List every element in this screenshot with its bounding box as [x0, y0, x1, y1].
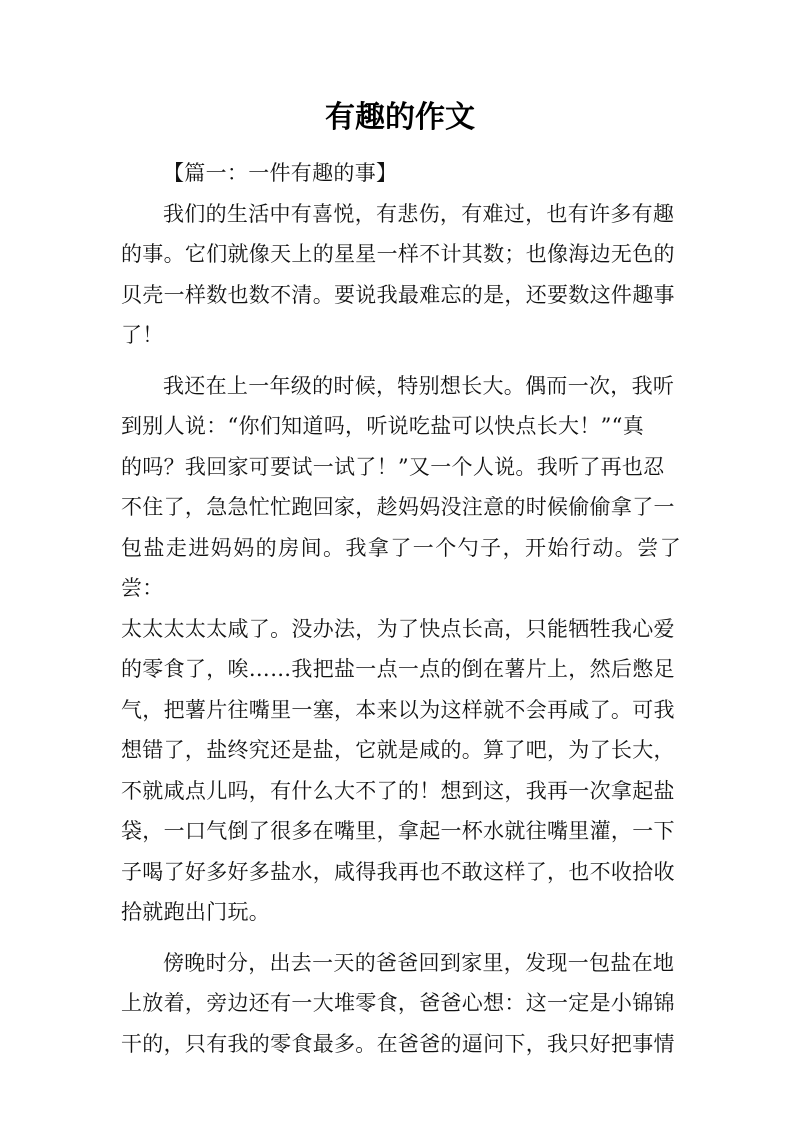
document-body [121, 153, 681, 1064]
paragraph-2: 我还在上一年级的时候，特别想长大。偶而一次，我听 到别人说：“你们知道吗，听说吃盐可以快点长大！”“真 的吗？我回家可要试一试了！”又一个人说。我听了再也忍 不住了，急急忙忙跑回家，趁妈妈没注意的时候偷偷拿了一 包盐走进妈妈的房间。我拿了一个勺子，开始行动。尝了尝： 太太太太太咸了。没办法，为了快点长高，只能牺牲我心爱 的零食了，唉……我把盐一点一点的倒在薯片上，然后憋足 气，把薯片往嘴里一塞，本来以为这样就不会再咸了。可我 想错了，盐终究还是盐，它就是咸的。算了吧，为了长大， 不就咸点儿吗，有什么大不了的！想到这，我再一次拿起盐 袋，一口气倒了很多在嘴里，拿起一杯水就往嘴里灌，一下 子喝了好多好多盐水，咸得我再也不敢这样了，也不收拾收 拾就跑出门玩。 [121, 373, 681, 924]
section-heading: 【篇一：一件有趣的事】 [163, 161, 398, 185]
document-title: 有趣的作文 [325, 100, 475, 135]
paragraph-3: 傍晚时分，出去一天的爸爸回到家里，发现一包盐在地 上放着，旁边还有一大堆零食，爸爸心想：这一定是小锦锦 干的，只有我的零食最多。在爸爸的逼问下，我只好把事情 [121, 950, 675, 1056]
paragraph-1: 我们的生活中有喜悦，有悲伤，有难过，也有许多有趣 的事。它们就像天上的星星一样不计其数；也像海边无色的 贝壳一样数也数不清。要说我最难忘的是，还要数这件趣事 了！ [121, 201, 675, 347]
